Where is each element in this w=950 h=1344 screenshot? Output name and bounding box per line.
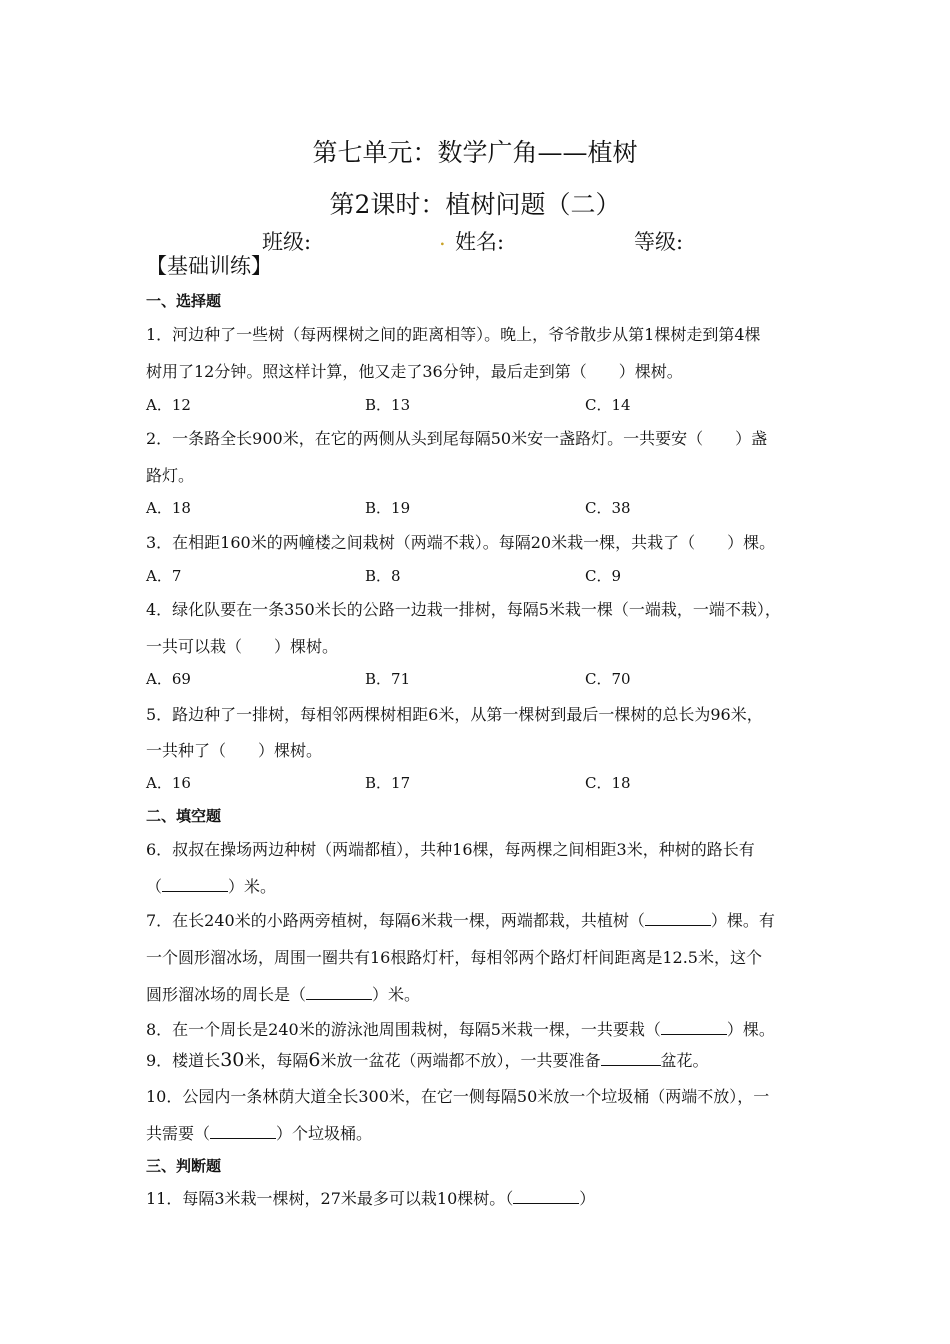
grade-label: 等级: <box>634 230 684 254</box>
q1-option-b: B．13 <box>365 396 411 414</box>
decorative-dot: . <box>439 226 446 250</box>
q5-line1: 5．路边种了一排树，每相邻两棵树相距6米，从第一棵树到最后一棵树的总长为96米， <box>146 705 763 724</box>
q6-line1: 6．叔叔在操场两边种树（两端都植），共种16棵，每两棵之间相距3米，种树的路长有 <box>146 840 755 859</box>
q10-line2 <box>146 1121 372 1144</box>
q11-text-b: ） <box>579 1189 596 1208</box>
q6-text-a: （ <box>146 877 163 896</box>
q9-number-length: 30 <box>220 1049 245 1071</box>
page-subtitle: 第2课时：植树问题（二） <box>329 190 621 219</box>
q4-line1: 4．绿化队要在一条350米长的公路一边栽一排树，每隔5米栽一棵（一端栽，一端不栽）， <box>146 600 781 619</box>
q4-option-a: A．69 <box>146 670 191 688</box>
q5-option-a: A．16 <box>146 774 191 792</box>
q7-text-a: 7．在长240米的小路两旁植树，每隔6米栽一棵，两端都栽，共植树（ <box>146 911 645 930</box>
q10-text-b: ）个垃圾桶。 <box>276 1124 373 1143</box>
q11-answer-blank[interactable] <box>513 1189 579 1204</box>
q6-text-b: ）米。 <box>228 877 277 896</box>
q4-option-b: B．71 <box>365 670 411 688</box>
q7-answer-blank-2[interactable] <box>306 985 372 1000</box>
q3-line1: 3．在相距160米的两幢楼之间栽树（两端不栽）。每隔20米栽一棵，共栽了（ ）棵。 <box>146 533 776 552</box>
class-label: 班级: <box>262 230 312 254</box>
q4-option-c: C．70 <box>585 670 631 688</box>
q9-answer-blank[interactable] <box>601 1051 661 1066</box>
q7-text-d: ）米。 <box>372 985 421 1004</box>
q6-answer-blank[interactable] <box>162 877 228 892</box>
q9-text-4: 盆花。 <box>660 1051 709 1070</box>
q8-answer-blank[interactable] <box>661 1020 727 1035</box>
q7-line2: 一个圆形溜冰场，周围一圈共有16根路灯杆，每相邻两个路灯杆间距离是12.5米，这个 <box>146 948 762 967</box>
page-title: 第七单元：数学广角——植树 <box>312 138 638 167</box>
q8-text-b: ）棵。 <box>726 1020 775 1039</box>
section-choice: 一、选择题 <box>146 292 222 310</box>
q9-line1 <box>146 1048 709 1071</box>
q7-text-b: ）棵。有 <box>710 911 775 930</box>
q2-line1: 2．一条路全长900米，在它的两侧从头到尾每隔50米安一盏路灯。一共要安（ ）盏 <box>146 429 768 448</box>
section-basic-training: 【基础训练】 <box>146 254 272 278</box>
q7-line3 <box>146 982 420 1005</box>
q2-option-a: A．18 <box>146 499 191 517</box>
q7-line1 <box>146 908 775 931</box>
q7-text-c: 圆形溜冰场的周长是（ <box>146 985 307 1004</box>
q3-option-b: B．8 <box>365 567 401 585</box>
q5-line2: 一共种了（ ）棵树。 <box>146 741 323 760</box>
q11-text-a: 11．每隔3米栽一棵树，27米最多可以栽10棵树。（ <box>146 1189 514 1208</box>
q9-text-3: 米放一盆花（两端都不放），一共要准备 <box>320 1051 601 1070</box>
name-label: 姓名: <box>455 230 505 254</box>
q9-text-2: 米，每隔 <box>244 1051 309 1070</box>
q11-line1 <box>146 1186 595 1209</box>
q4-line2: 一共可以栽（ ）棵树。 <box>146 637 339 656</box>
q5-option-b: B．17 <box>365 774 411 792</box>
q8-text-a: 8．在一个周长是240米的游泳池周围栽树，每隔5米栽一棵，一共要栽（ <box>146 1020 661 1039</box>
q9-text-1: 9．楼道长 <box>146 1051 221 1070</box>
q6-line2 <box>146 874 276 897</box>
q1-option-c: C．14 <box>585 396 631 414</box>
q3-option-c: C．9 <box>585 567 622 585</box>
q10-answer-blank[interactable] <box>210 1124 276 1139</box>
q9-number-interval: 6 <box>308 1049 321 1071</box>
q2-line2: 路灯。 <box>146 466 195 485</box>
q1-option-a: A．12 <box>146 396 191 414</box>
q2-option-b: B．19 <box>365 499 411 517</box>
q8-line1 <box>146 1017 775 1040</box>
q3-option-a: A．7 <box>146 567 182 585</box>
q2-option-c: C．38 <box>585 499 631 517</box>
q1-line2: 树用了12分钟。照这样计算，他又走了36分钟，最后走到第（ ）棵树。 <box>146 362 683 381</box>
q7-answer-blank-1[interactable] <box>645 911 711 926</box>
section-fill: 二、填空题 <box>146 807 222 825</box>
q10-text-a: 共需要（ <box>146 1124 211 1143</box>
section-judge: 三、判断题 <box>146 1157 222 1175</box>
q10-line1: 10．公园内一条林荫大道全长300米，在它一侧每隔50米放一个垃圾桶（两端不放），一 <box>146 1087 770 1106</box>
q5-option-c: C．18 <box>585 774 631 792</box>
q1-line1: 1．河边种了一些树（每两棵树之间的距离相等）。晚上，爷爷散步从第1棵树走到第4棵 <box>146 325 761 344</box>
